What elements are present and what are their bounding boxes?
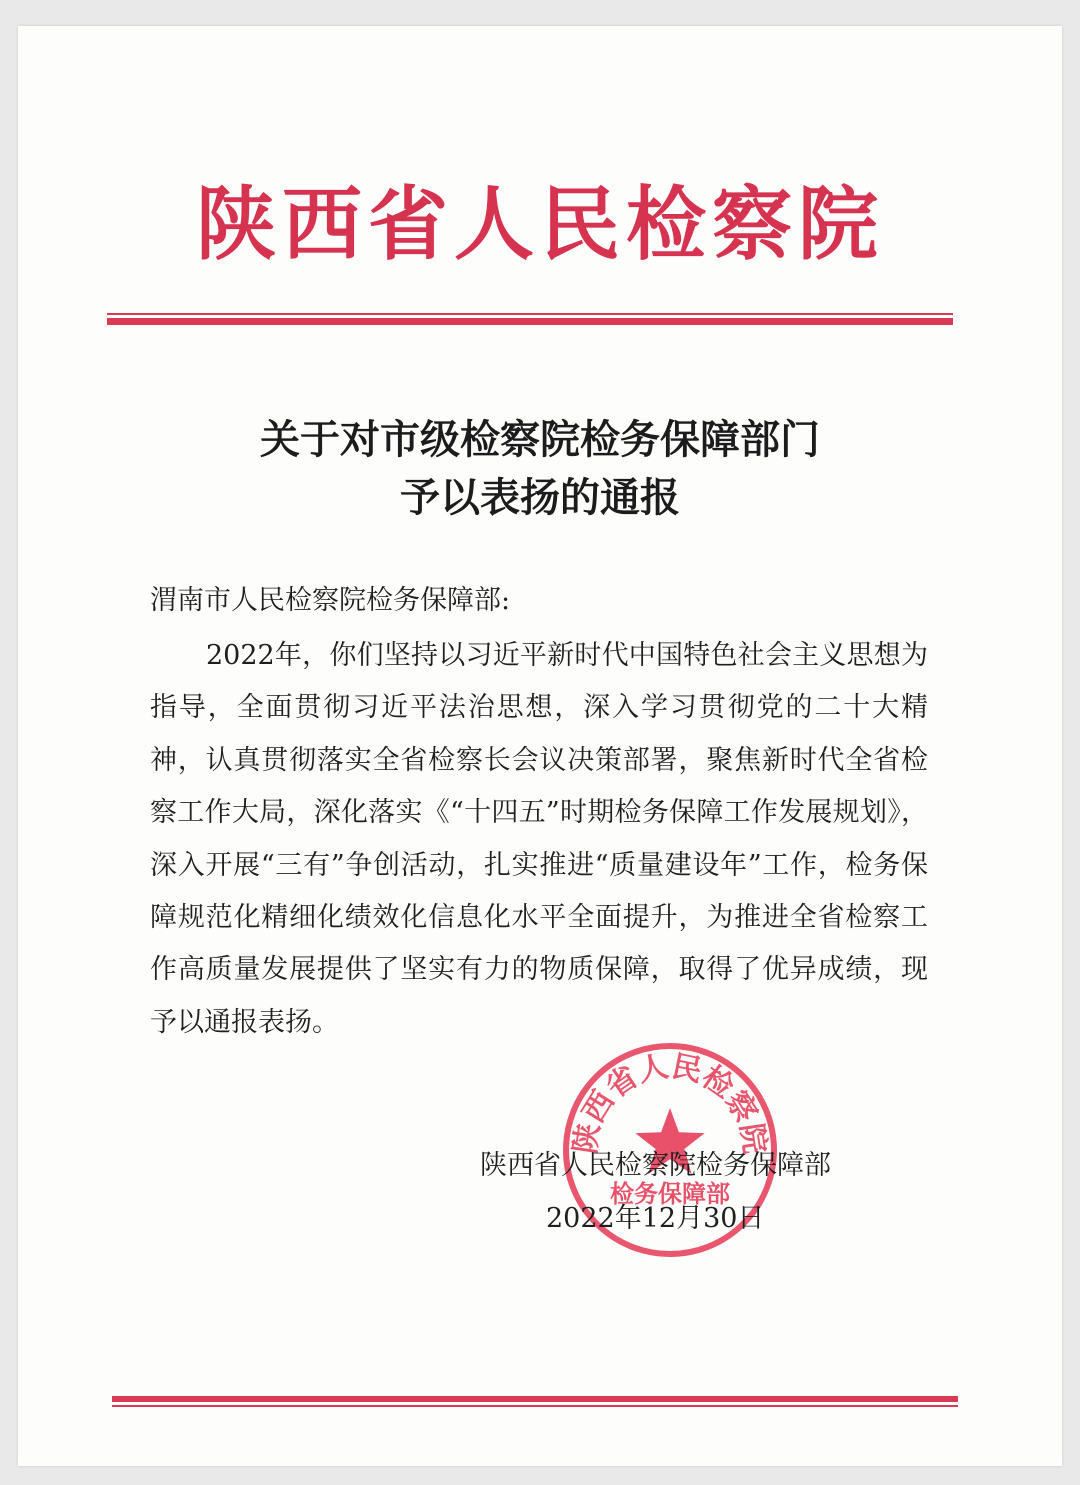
footer-rule-thick [112,1396,958,1402]
seal-inner-text: 检务保障部 [610,1180,730,1208]
seal-outer-text: 陕西省人民检察院 [567,1048,773,1157]
document-title-line2: 予以表扬的通报 [400,475,680,521]
header-rule-thick [107,318,953,325]
signature-organization: 陕西省人民检察院检务保障部 [480,1150,831,1181]
salutation: 渭南市人民检察院检务保障部: [150,585,511,616]
signature-date: 2022年12月30日 [546,1203,765,1234]
org-header: 陕西省人民检察院 [196,178,884,271]
header-rule-thin [107,313,953,315]
document-title-line1: 关于对市级检察院检务保障部门 [260,417,820,463]
body-paragraph: 2022年，你们坚持以习近平新时代中国特色社会主义思想为指导，全面贯彻习近平法治思想，深入学习贯彻党的二十大精神，认真贯彻落实全省检察长会议决策部署，聚焦新时代全省检察工作大局，深化落实《“十四五”时期检务保障工作发展规划》，深入开展“三有”争创活动，扎实推进“质量建设年”工作，检务保障规范化精细化绩效化信息化水平全面提升，为推进全省检察工作高质量发展提供了坚实有力的物质保障，取得了优异成绩，现予以通报表扬。 [150,640,928,1038]
footer-rule-thin [112,1405,958,1407]
